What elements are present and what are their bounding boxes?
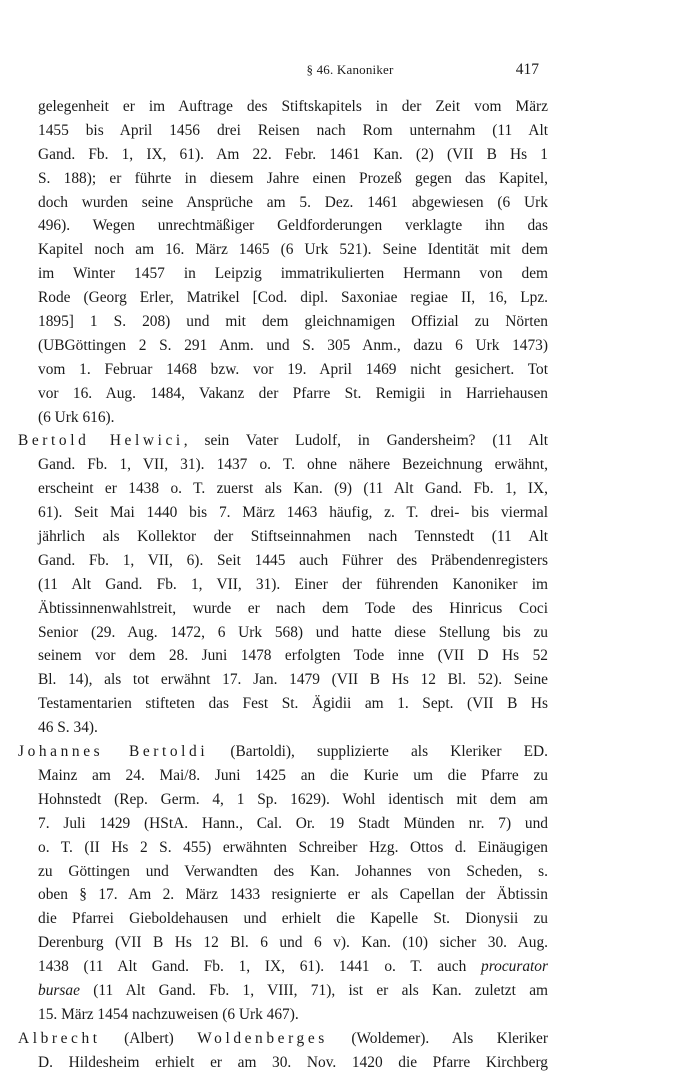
text-line [18, 644, 548, 668]
line-text: 7. Juli 1429 (HStA. Hann., Cal. Or. 19 Stadt Münden nr. 7) und [38, 814, 548, 832]
text-line [18, 692, 548, 716]
line-text: vor 16. Aug. 1484, Vakanz der Pfarre St. Remigii in Harriehausen [38, 384, 548, 402]
line-text: Kapitel noch am 16. März 1465 (6 Urk 521). Seine Identität mit dem [38, 241, 548, 259]
italic-term: procurator [481, 958, 548, 976]
line-text: (11 Alt Gand. Fb. 1, VIII, 71), ist er als Kan. zuletzt am [79, 981, 548, 999]
line-text: (Albert) [100, 1029, 198, 1047]
line-text: Gand. Fb. 1, VII, 6). Seit 1445 auch Führer des Präbendenregisters [38, 551, 548, 569]
text-line [18, 668, 548, 692]
text-line [18, 501, 548, 525]
italic-term: bursae [38, 981, 80, 999]
person-name: Bertold Helwici [18, 432, 184, 450]
text-line [18, 238, 548, 262]
text-line [18, 382, 548, 406]
line-text: (Bartoldi), supplizierte als Kleriker ED. [208, 743, 548, 761]
text-line [18, 716, 548, 740]
person-name: Johannes Bertoldi [18, 743, 209, 761]
line-text: Äbtissinnenwahlstreit, wurde er nach dem Tode des Hinricus Coci [38, 599, 548, 617]
line-text: (Woldemer). Als Kleriker [327, 1029, 549, 1047]
line-text: vom 1. Februar 1468 bzw. vor 19. April 1469 nicht gesichert. Tot [38, 360, 548, 378]
line-text: D. Hildesheim erhielt er am 30. Nov. 1420 die Pfarre Kirchberg [38, 1053, 548, 1071]
line-text: erscheint er 1438 o. T. zuerst als Kan. (9) (11 Alt Gand. Fb. 1, IX, [38, 480, 548, 498]
entry-heading-line [18, 429, 548, 453]
line-text: , sein Vater Ludolf, in Gandersheim? (11 Alt [183, 432, 548, 450]
text-line [18, 883, 548, 907]
line-text: zu Göttingen und Verwandten des Kan. Johannes von Scheden, s. [38, 862, 548, 880]
line-text: Rode (Georg Erler, Matrikel [Cod. dipl. Saxoniae regiae II, 16, Lpz. [38, 289, 548, 307]
person-name: Woldenberges [197, 1029, 328, 1047]
line-text: doch wurden seine Ansprüche am 5. Dez. 1461 abgewiesen (6 Urk [38, 193, 548, 211]
running-title: § 46. Kanoniker [306, 62, 394, 77]
line-text: Gand. Fb. 1, VII, 31). 1437 o. T. ohne nähere Bezeichnung erwähnt, [38, 456, 548, 474]
text-line [18, 214, 548, 238]
line-text: die Pfarrei Gieboldehausen und erhielt die Kapelle St. Dionysii zu [38, 910, 548, 928]
text-line [18, 525, 548, 549]
text-line [18, 621, 548, 645]
text-line [18, 549, 548, 573]
entry-heading-line [18, 1027, 548, 1051]
text-line [18, 907, 548, 931]
text-line [18, 1003, 548, 1027]
text-line [18, 310, 548, 334]
text-line [18, 931, 548, 955]
line-text: (6 Urk 616). [38, 408, 115, 426]
line-text: oben § 17. Am 2. März 1433 resignierte er als Capellan der Äbtissin [38, 886, 548, 904]
line-text: Derenburg (VII B Hs 12 Bl. 6 und 6 v). Kan. (10) sicher 30. Aug. [38, 934, 548, 952]
text-line [18, 334, 548, 358]
text-line [18, 979, 548, 1003]
line-text: Hohnstedt (Rep. Germ. 4, 1 Sp. 1629). Wohl identisch mit dem am [38, 790, 548, 808]
text-line [18, 191, 548, 215]
text-line [18, 836, 548, 860]
line-text: 15. März 1454 nachzuweisen (6 Urk 467). [38, 1005, 299, 1023]
entry-heading-line [18, 740, 548, 764]
text-line [18, 1051, 548, 1075]
text-line [18, 764, 548, 788]
page-number: 417 [515, 61, 539, 78]
line-text: Bl. 14), als tot erwähnt 17. Jan. 1479 (VII B Hs 12 Bl. 52). Seine [38, 671, 548, 689]
text-line [18, 95, 548, 119]
text-line [18, 358, 548, 382]
line-text: jährlich als Kollektor der Stiftseinnahmen nach Tennstedt (11 Alt [38, 528, 548, 546]
line-text: Senior (29. Aug. 1472, 6 Urk 568) und hatte diese Stellung bis zu [38, 623, 548, 641]
line-text: 1455 bis April 1456 drei Reisen nach Rom unternahm (11 Alt [38, 121, 548, 139]
text-line [18, 860, 548, 884]
line-text: Gand. Fb. 1, IX, 61). Am 22. Febr. 1461 Kan. (2) (VII B Hs 1 [38, 145, 548, 163]
line-text: Mainz am 24. Mai/8. Juni 1425 an die Kurie um die Pfarre zu [38, 766, 548, 784]
text-line [18, 812, 548, 836]
text-line [18, 167, 548, 191]
text-line [18, 788, 548, 812]
line-text: Testamentarien stifteten das Fest St. Ägidii am 1. Sept. (VII B Hs [38, 695, 548, 713]
line-text: S. 188); er führte in diesem Jahre einen Prozeß gegen das Kapitel, [38, 169, 548, 187]
line-text: im Winter 1457 in Leipzig immatrikulierten Hermann von dem [38, 265, 548, 283]
text-line [18, 597, 548, 621]
text-line [18, 143, 548, 167]
line-text: gelegenheit er im Auftrage des Stiftskapitels in der Zeit vom März [38, 98, 548, 115]
text-line [18, 119, 548, 143]
text-line [18, 286, 548, 310]
body-text [18, 95, 548, 1075]
text-line [18, 573, 548, 597]
text-line [18, 406, 548, 430]
text-line [18, 453, 548, 477]
line-text: (UBGöttingen 2 S. 291 Anm. und S. 305 Anm., dazu 6 Urk 1473) [38, 336, 548, 354]
line-text: o. T. (II Hs 2 S. 455) erwähnten Schreiber Hzg. Ottos d. Einäugigen [38, 838, 548, 856]
text-line [18, 477, 548, 501]
line-text: 496). Wegen unrechtmäßiger Geldforderungen verklagte ihn das [38, 217, 548, 235]
line-text: 61). Seit Mai 1440 bis 7. März 1463 häufig, z. T. drei- bis viermal [38, 504, 548, 522]
line-text: 46 S. 34). [38, 719, 98, 737]
running-head [18, 62, 682, 82]
person-name: Albrecht [18, 1029, 101, 1047]
line-text: 1438 (11 Alt Gand. Fb. 1, IX, 61). 1441 o. T. auch [38, 958, 482, 976]
line-text: seinem vor dem 28. Juni 1478 erfolgten Tode inne (VII D Hs 52 [38, 647, 548, 665]
line-text: (11 Alt Gand. Fb. 1, VII, 31). Einer der führenden Kanoniker im [38, 575, 548, 593]
text-line [18, 955, 548, 979]
text-line [18, 262, 548, 286]
line-text: 1895] 1 S. 208) und mit dem gleichnamigen Offizial zu Nörten [38, 313, 548, 331]
